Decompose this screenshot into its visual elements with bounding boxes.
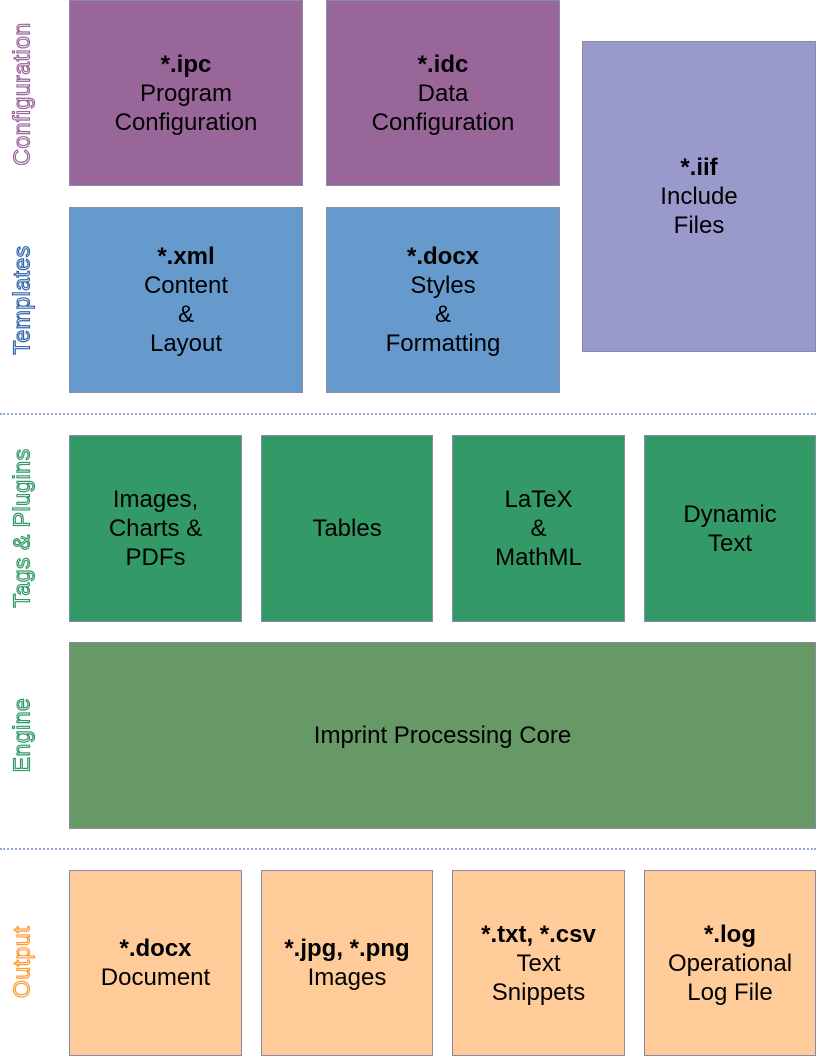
text-output-line2: Snippets xyxy=(491,978,586,1006)
idc-line2: Configuration xyxy=(371,108,515,136)
docx-output-ext: *.docx xyxy=(119,935,192,962)
text-output-box xyxy=(452,870,625,1056)
iif-line2: Files xyxy=(673,212,725,239)
images-plugin-line2: Charts & xyxy=(108,515,203,542)
output-label: Output xyxy=(8,925,35,999)
engine-core-label: Imprint Processing Core xyxy=(313,722,572,749)
xml-line1: Content xyxy=(143,272,229,299)
ipc-line1: Program xyxy=(139,79,233,107)
images-plugin-line1: Images, xyxy=(112,486,199,513)
latex-plugin-line1: LaTeX xyxy=(504,486,573,513)
templates-label: Templates xyxy=(8,245,35,355)
ipc-config-box xyxy=(69,0,303,186)
images-plugin-box xyxy=(69,435,242,622)
include-files-box xyxy=(582,41,816,352)
docx-template-line1: Styles xyxy=(410,272,476,299)
xml-template-box xyxy=(69,207,303,393)
log-output-line1: Operational xyxy=(667,949,793,977)
tables-plugin-line1: Tables xyxy=(312,515,382,542)
iif-ext: *.iif xyxy=(680,154,718,181)
separator-bottom xyxy=(0,848,816,850)
docx-template-box xyxy=(326,207,560,393)
docx-template-line2: & xyxy=(434,301,451,328)
dynamic-plugin-line2: Text xyxy=(707,529,752,557)
separator-top xyxy=(0,413,816,415)
latex-plugin-box xyxy=(452,435,625,622)
xml-ext: *.xml xyxy=(157,243,215,270)
configuration-label: Configuration xyxy=(8,22,35,166)
idc-ext: *.idc xyxy=(417,50,469,78)
engine-core-box xyxy=(69,642,816,829)
text-output-ext: *.txt, *.csv xyxy=(481,920,596,948)
xml-line3: Layout xyxy=(149,330,223,357)
engine-label: Engine xyxy=(8,697,35,773)
latex-plugin-line3: MathML xyxy=(495,544,582,571)
log-output-line2: Log File xyxy=(687,978,773,1006)
images-plugin-line3: PDFs xyxy=(125,544,186,571)
latex-plugin-line2: & xyxy=(530,515,547,542)
ipc-line2: Configuration xyxy=(114,108,258,136)
images-output-box xyxy=(261,870,433,1056)
docx-template-ext: *.docx xyxy=(406,243,480,270)
docx-output-line1: Document xyxy=(100,964,211,991)
dynamic-plugin-line1: Dynamic xyxy=(683,500,777,528)
idc-config-box xyxy=(326,0,560,186)
text-output-line1: Text xyxy=(516,949,561,977)
dynamic-text-plugin-box xyxy=(644,435,816,622)
images-output-ext: *.jpg, *.png xyxy=(284,935,410,962)
tags-plugins-label: Tags & Plugins xyxy=(8,448,35,608)
docx-output-box xyxy=(69,870,242,1056)
xml-line2: & xyxy=(177,301,194,328)
ipc-ext: *.ipc xyxy=(160,50,212,78)
docx-template-line3: Formatting xyxy=(385,330,501,357)
idc-line1: Data xyxy=(417,79,469,107)
iif-line1: Include xyxy=(660,183,738,210)
log-output-ext: *.log xyxy=(704,920,756,948)
images-output-line1: Images xyxy=(307,964,387,991)
log-output-box xyxy=(644,870,816,1056)
tables-plugin-box xyxy=(261,435,433,622)
